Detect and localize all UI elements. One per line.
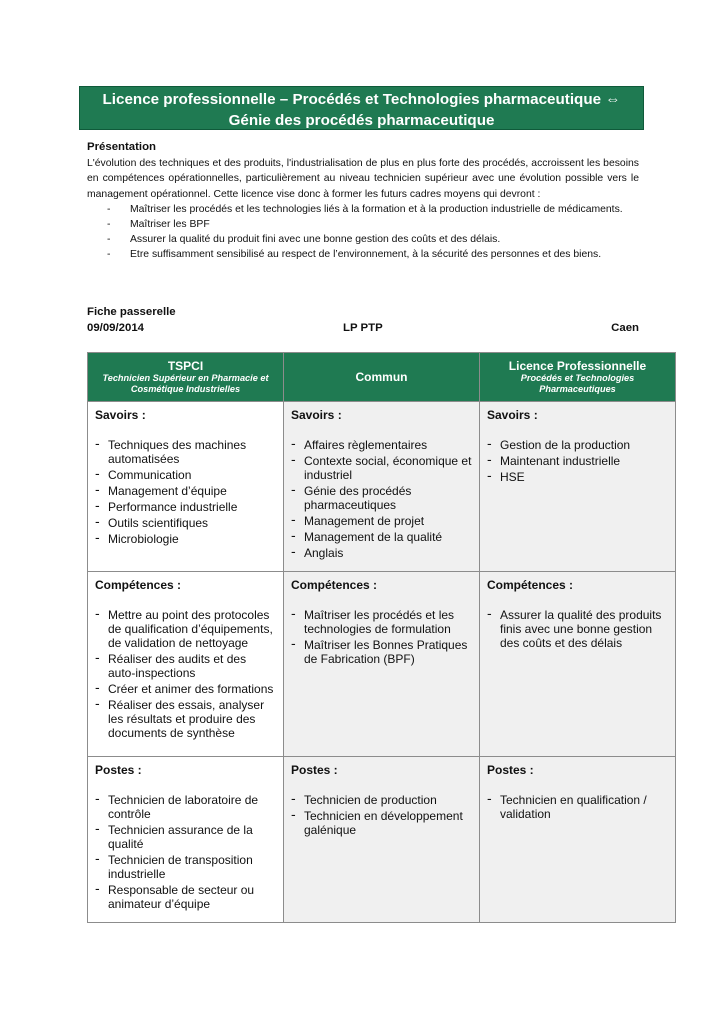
list-item: - Technicien en qualification / validation: [487, 793, 668, 821]
cell: Postes : - Technicien de production - Technicien en développement galénique: [284, 757, 480, 923]
list-item: - Assurer la qualité des produits finis avec une bonne gestion des coûts et des délais: [487, 608, 668, 650]
list-item: - Responsable de secteur ou animateur d’équipe: [95, 883, 276, 911]
list-item: - Réaliser des audits et des auto-inspections: [95, 652, 276, 680]
fiche-program: LP PTP: [343, 322, 383, 334]
list-item: - Technicien en développement galénique: [291, 809, 472, 837]
list-item: - Technicien de transposition industrielle: [95, 853, 276, 881]
header-licence: Licence Professionnelle Procédés et Technologies Pharmaceutiques: [480, 353, 676, 402]
list-item: - Mettre au point des protocoles de qualification d’équipements, de validation de nettoyage: [95, 608, 276, 650]
cell: Compétences : - Mettre au point des protocoles de qualification d’équipements, de validation de nettoyage - Réaliser des audits et des auto-inspections - Créer et animer des formations - Réaliser des essais, analyser les résultats et produire des documents de synthèse: [88, 572, 284, 757]
list-item: - Contexte social, économique et industriel: [291, 454, 472, 482]
list-item: - Management d’équipe: [95, 484, 276, 498]
list-item: - Créer et animer des formations: [95, 682, 276, 696]
passerelle-table: [87, 352, 676, 923]
presentation-section: [87, 140, 639, 263]
fiche-city: Caen: [611, 322, 639, 334]
list-item: - Maîtriser les procédés et les technologies de formulation: [291, 608, 472, 636]
list-item: - Maîtriser les procédés et les technologies liés à la formation et à la production industrielle de médicaments.: [107, 203, 623, 215]
list-item: - HSE: [487, 470, 668, 484]
list-item: - Affaires règlementaires: [291, 438, 472, 452]
list-item: - Maîtriser les Bonnes Pratiques de Fabrication (BPF): [291, 638, 472, 666]
list-item: - Communication: [95, 468, 276, 482]
list-item: - Etre suffisamment sensibilisé au respect de l’environnement, à la sécurité des personnes et des biens.: [107, 249, 602, 261]
list-item: - Techniques des machines automatisées: [95, 438, 276, 466]
list-item: - Performance industrielle: [95, 500, 276, 514]
list-item: - Outils scientifiques: [95, 516, 276, 530]
cell: Compétences : - Maîtriser les procédés et les technologies de formulation - Maîtriser les Bonnes Pratiques de Fabrication (BPF): [284, 572, 480, 757]
list-item: - Génie des procédés pharmaceutiques: [291, 484, 472, 512]
list-item: - Assurer la qualité du produit fini avec une bonne gestion des coûts et des délais.: [107, 234, 501, 246]
presentation-paragraph: L'évolution des techniques et des produits, l'industrialisation de plus en plus forte des procédés, accroissent les besoins en compétences opérationnelles, particulièrement au niveau technicien supérieur avec une évolution possible vers le management opérationnel. Cette licence vise donc à former les futurs cadres moyens qui devront :: [87, 158, 639, 200]
cell: Postes : - Technicien en qualification / validation: [480, 757, 676, 923]
list-item: - Réaliser des essais, analyser les résultats et produire des documents de synthèse: [95, 698, 276, 740]
cell: Compétences : - Assurer la qualité des produits finis avec une bonne gestion des coûts et des délais: [480, 572, 676, 757]
list-item: - Technicien de laboratoire de contrôle: [95, 793, 276, 821]
list-item: - Maîtriser les BPF: [107, 219, 210, 231]
cell: Postes : - Technicien de laboratoire de contrôle - Technicien assurance de la qualité - Technicien de transposition industrielle - Responsable de secteur ou animateur d’équipe: [88, 757, 284, 923]
presentation-heading: Présentation: [87, 141, 156, 153]
list-item: - Management de la qualité: [291, 530, 472, 544]
fiche-header: [87, 304, 639, 336]
table-row-savoirs: [88, 402, 676, 572]
table-row-competences: [88, 572, 676, 757]
list-item: - Anglais: [291, 546, 472, 560]
list-item: - Maintenant industrielle: [487, 454, 668, 468]
list-item: - Technicien assurance de la qualité: [95, 823, 276, 851]
header-tspci: TSPCI Technicien Supérieur en Pharmacie et Cosmétique Industrielles: [88, 353, 284, 402]
list-item: - Technicien de production: [291, 793, 472, 807]
header-commun: Commun: [284, 353, 480, 402]
fiche-date: 09/09/2014: [87, 322, 145, 334]
cell: Savoirs : - Gestion de la production - Maintenant industrielle - HSE: [480, 402, 676, 572]
table-row-postes: [88, 757, 676, 923]
list-item: - Microbiologie: [95, 532, 276, 546]
cell: Savoirs : - Techniques des machines automatisées - Communication - Management d’équipe - Performance industrielle - Outils scientifiques - Microbiologie: [88, 402, 284, 572]
fiche-label: Fiche passerelle: [87, 306, 176, 318]
list-item: - Management de projet: [291, 514, 472, 528]
document-title: Licence professionnelle – Procédés et Technologies pharmaceutique ⇔ Génie des procédés pharmaceutique: [79, 86, 644, 130]
presentation-list: [87, 202, 639, 263]
list-item: - Gestion de la production: [487, 438, 668, 452]
cell: Savoirs : - Affaires règlementaires - Contexte social, économique et industriel - Génie des procédés pharmaceutiques - Management de projet - Management de la qualité - Anglais: [284, 402, 480, 572]
